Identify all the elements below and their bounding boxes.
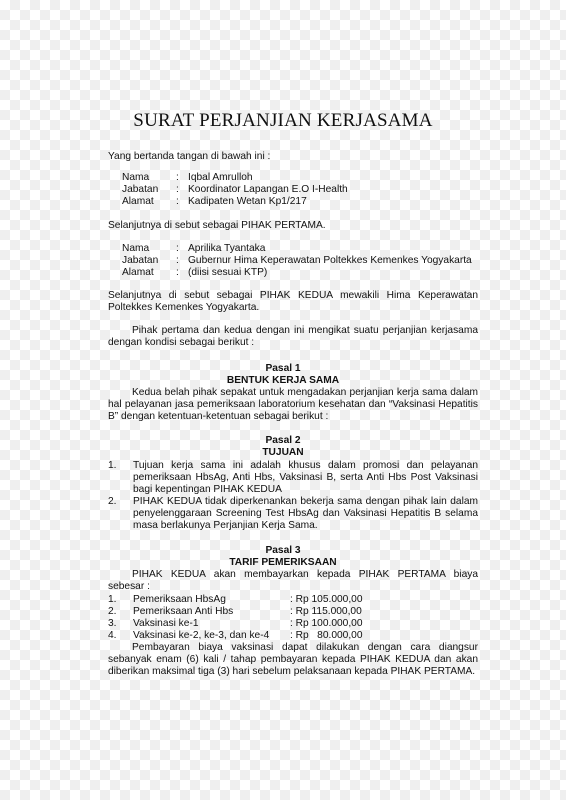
pasal3-number: Pasal 3	[265, 545, 301, 556]
pasal2-item2-number: 2.	[108, 496, 117, 507]
party1-address-colon: :	[176, 196, 179, 207]
pasal1-heading: BENTUK KERJA SAMA	[226, 375, 340, 386]
party1-address-value: Kadipaten Wetan Kp1/217	[188, 196, 307, 207]
party2-position-colon: :	[176, 255, 179, 266]
party1-name-value: Iqbal Amrulloh	[188, 172, 253, 183]
pasal2-item2-text: PIHAK KEDUA tidak diperkenankan bekerja sama dengan pihak lain dalam penyelenggaraan Screening Test HbsAg dan Vaksinasi Hepatitis B selama masa berlakunya Perjanjian Kerja Sama.	[133, 496, 478, 531]
pasal3-heading: TARIF PEMERIKSAAN	[229, 557, 337, 568]
party1-position-colon: :	[176, 184, 179, 195]
pasal2-item1-text: Tujuan kerja sama ini adalah khusus dalam promosi dan pelayanan pemeriksaan HbsAg, Anti Hbs, Vaksinasi B, serta Anti Hbs Post Vaksinasi bagi kepentingan PIHAK KEDUA	[133, 460, 478, 495]
tariff-item1-number: 1.	[108, 594, 117, 605]
party2-designation: Selanjutnya di sebut sebagai PIHAK KEDUA mewakili Hima Keperawatan Poltekkes Kemenkes Yogyakarta.	[108, 290, 478, 313]
agreement-paragraph: Pihak pertama dan kedua dengan ini mengikat suatu perjanjian kerjasama dengan kondisi sebagai berikut :	[108, 325, 478, 348]
pasal1-number: Pasal 1	[265, 363, 301, 374]
tariff-item4-label: Vaksinasi ke-2, ke-3, dan ke-4	[133, 630, 270, 641]
pasal1-body: Kedua belah pihak sepakat untuk mengadakan perjanjian kerja sama dalam hal pelayanan jasa pemeriksaan laboratorium kesehatan dan “Vaksinasi Hepatitis B” dengan ketentuan-ketentuan sebagai berikut :	[108, 387, 478, 422]
party2-address-label: Alamat	[122, 267, 154, 278]
party2-name-value: Aprilika Tyantaka	[188, 243, 266, 254]
party2-name-colon: :	[176, 243, 179, 254]
party2-name-label: Nama	[122, 243, 150, 254]
party1-position-label: Jabatan	[122, 184, 159, 195]
party1-position-value: Koordinator Lapangan E.O I-Health	[188, 184, 348, 195]
tariff-item2-label: Pemeriksaan Anti Hbs	[133, 606, 234, 617]
tariff-item1-label: Pemeriksaan HbsAg	[133, 594, 226, 605]
party1-name-label: Nama	[122, 172, 150, 183]
tariff-item3-price: : Rp 100.000,00	[290, 618, 363, 629]
tariff-item2-number: 2.	[108, 606, 117, 617]
tariff-item2-price: : Rp 115.000,00	[290, 606, 362, 617]
pasal3-intro: PIHAK KEDUA akan membayarkan kepada PIHAK PERTAMA biaya sebesar :	[108, 569, 478, 592]
pasal2-heading: TUJUAN	[262, 447, 304, 458]
tariff-item3-number: 3.	[108, 618, 117, 629]
document-title: SURAT PERJANJIAN KERJASAMA	[133, 110, 433, 131]
tariff-item4-number: 4.	[108, 630, 117, 641]
intro-text: Yang bertanda tangan di bawah ini :	[108, 151, 271, 162]
tariff-item1-price: : Rp 105.000,00	[290, 594, 363, 605]
party1-address-label: Alamat	[122, 196, 154, 207]
party1-designation: Selanjutnya di sebut sebagai PIHAK PERTAMA.	[108, 220, 326, 231]
pasal2-number: Pasal 2	[265, 435, 301, 446]
pasal2-item1-number: 1.	[108, 460, 117, 471]
party2-position-label: Jabatan	[122, 255, 159, 266]
tariff-item4-price: : Rp 80.000,00	[290, 630, 363, 641]
party1-name-colon: :	[176, 172, 179, 183]
party2-position-value: Gubernur Hima Keperawatan Poltekkes Kemenkes Yogyakarta	[188, 255, 472, 266]
party2-address-value: (diisi sesuai KTP)	[188, 267, 268, 278]
party2-address-colon: :	[176, 267, 179, 278]
pasal3-closing: Pembayaran biaya vaksinasi dapat dilakukan dengan cara diangsur sebanyak enam (6) kali / tahap pembayaran kepada PIHAK KEDUA dan akan diberikan maksimal tiga (3) hari sebelum pelaksanaan kepada PIHAK PERTAMA.	[108, 642, 478, 677]
tariff-item3-label: Vaksinasi ke-1	[133, 618, 199, 629]
